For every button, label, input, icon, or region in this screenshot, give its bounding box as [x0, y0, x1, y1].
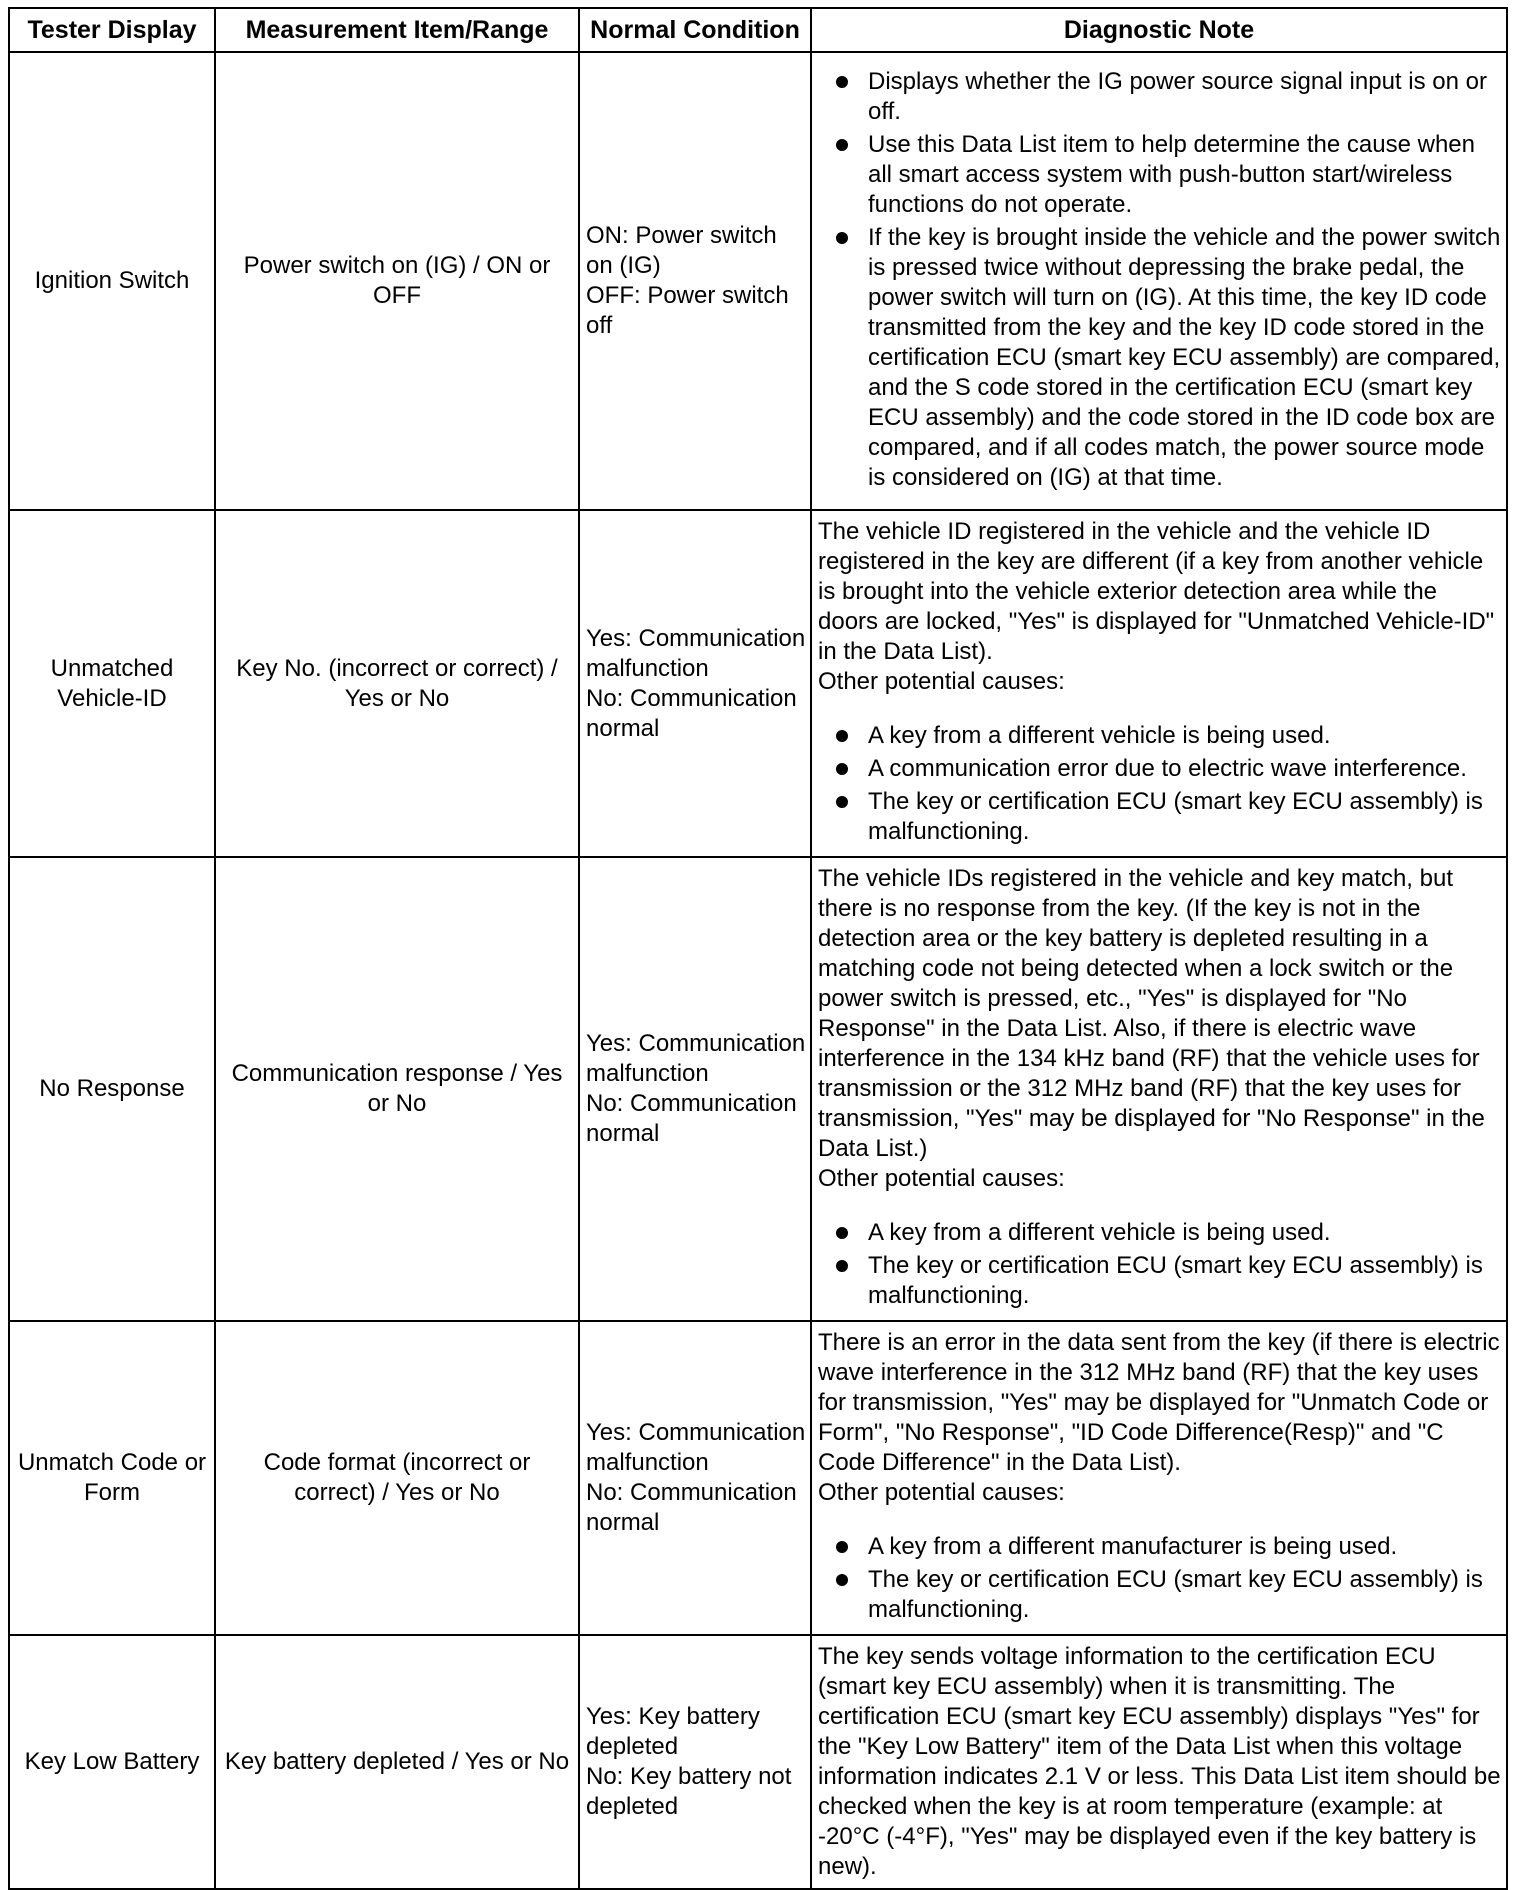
note-paragraph: The vehicle IDs registered in the vehicle and key match, but there is no response from the key. (If the key is not in the detection area or the key battery is depleted resulting in a matching code not being detected when a lock switch or the power switch is pressed, etc., "Yes" is displayed for "No Response" in the Data List. Also, if there is electric wave interference in the 134 kHz band (RF) that the vehicle uses for transmission or the 312 MHz band (RF) that the key uses for transmission, "Yes" may be displayed for "No Response" in the Data List.) [818, 865, 1485, 1162]
list-item [836, 223, 1502, 493]
list-item [836, 787, 1502, 847]
measurement-cell: Communication response / Yes or No [215, 857, 579, 1321]
list-item [836, 130, 1502, 220]
diagnostic-note-cell [811, 1635, 1507, 1889]
bullet-icon [836, 76, 848, 88]
normal-condition-line: Yes: Communication malfunction [586, 1030, 806, 1087]
normal-condition-cell [579, 1635, 811, 1889]
bullet-icon [836, 1227, 848, 1239]
normal-condition-line: No: Key battery not depleted [586, 1763, 792, 1820]
list-item [836, 67, 1502, 127]
list-item [836, 754, 1502, 784]
table-row [9, 857, 1507, 1321]
measurement-cell: Key battery depleted / Yes or No [215, 1635, 579, 1889]
list-item [836, 1218, 1502, 1248]
normal-condition-line: No: Communication normal [586, 1479, 797, 1536]
note-other-causes: Other potential causes: [818, 1165, 1065, 1192]
table-header [9, 8, 1507, 52]
normal-condition-cell [579, 1321, 811, 1635]
list-item [836, 1532, 1502, 1562]
note-bullet-list [818, 721, 1502, 847]
list-item [836, 1251, 1502, 1311]
bullet-text: Displays whether the IG power source signal input is on or off. [868, 67, 1487, 125]
normal-condition-line: No: Communication normal [586, 1090, 797, 1147]
table-row [9, 52, 1507, 510]
list-item [836, 721, 1502, 751]
bullet-text: A key from a different manufacturer is being used. [868, 1533, 1398, 1560]
tester-display-cell: Unmatched Vehicle-ID [9, 510, 215, 857]
note-paragraph: The key sends voltage information to the certification ECU (smart key ECU assembly) when it is transmitting. The certification ECU (smart key ECU assembly) displays "Yes" for the "Key Low Battery" item of the Data List when this voltage information indicates 2.1 V or less. This Data List item should be checked when the key is at room temperature (example: at -20°C (-4°F), "Yes" may be displayed even if the key battery is new). [818, 1643, 1501, 1880]
data-list-table [8, 7, 1508, 1890]
table-row [9, 1321, 1507, 1635]
note-bullet-list [818, 1532, 1502, 1625]
normal-condition-line: Yes: Communication malfunction [586, 1419, 806, 1476]
list-item [836, 1565, 1502, 1625]
bullet-text: A communication error due to electric wave interference. [868, 755, 1467, 782]
normal-condition-line: Yes: Communication malfunction [586, 624, 806, 682]
bullet-icon [836, 1574, 848, 1586]
header-normal-condition: Normal Condition [579, 8, 811, 52]
bullet-icon [836, 232, 848, 244]
note-bullet-list [818, 67, 1502, 493]
spacer [818, 1194, 1502, 1218]
measurement-cell: Power switch on (IG) / ON or OFF [215, 52, 579, 510]
measurement-cell: Code format (incorrect or correct) / Yes or No [215, 1321, 579, 1635]
bullet-text: A key from a different vehicle is being used. [868, 722, 1331, 749]
bullet-text: A key from a different vehicle is being used. [868, 1219, 1331, 1246]
bullet-text: If the key is brought inside the vehicle and the power switch is pressed twice without depressing the brake pedal, the power switch will turn on (IG). At this time, the key ID code transmitted from the key and the key ID code stored in the certification ECU (smart key ECU assembly) are compared, and the S code stored in the certification ECU (smart key ECU assembly) and the code stored in the ID code box are compared, and if all codes match, the power source mode is considered on (IG) at that time. [868, 223, 1501, 491]
diagnostic-note-cell [811, 52, 1507, 510]
note-bullet-list [818, 1218, 1502, 1311]
header-tester-display: Tester Display [9, 8, 215, 52]
header-measurement-item: Measurement Item/Range [215, 8, 579, 52]
bullet-icon [836, 139, 848, 151]
note-paragraph: There is an error in the data sent from the key (if there is electric wave interference in the 312 MHz band (RF) that the key uses for transmission, "Yes" may be displayed for "Unmatch Code or Form", "No Response", "ID Code Difference(Resp)" and "C Code Difference" in the Data List). [818, 1329, 1500, 1476]
normal-condition-line: ON: Power switch on (IG) [586, 222, 777, 279]
spacer [818, 1508, 1502, 1532]
bullet-icon [836, 1541, 848, 1553]
spacer [818, 697, 1502, 721]
bullet-text: The key or certification ECU (smart key ECU assembly) is malfunctioning. [868, 788, 1483, 845]
note-other-causes: Other potential causes: [818, 668, 1065, 695]
normal-condition-line: No: Communication normal [586, 684, 797, 742]
bullet-text: Use this Data List item to help determine the cause when all smart access system with push-button start/wireless functions do not operate. [868, 130, 1475, 218]
normal-condition-line: Yes: Key battery depleted [586, 1703, 760, 1760]
header-row [9, 8, 1507, 52]
diagnostic-note-cell [811, 1321, 1507, 1635]
measurement-cell: Key No. (incorrect or correct) / Yes or No [215, 510, 579, 857]
normal-condition-cell [579, 52, 811, 510]
table-row [9, 510, 1507, 857]
tester-display-cell: Unmatch Code or Form [9, 1321, 215, 1635]
note-paragraph: The vehicle ID registered in the vehicle and the vehicle ID registered in the key are different (if a key from another vehicle is brought into the vehicle exterior detection area while the doors are locked, "Yes" is displayed for "Unmatched Vehicle-ID" in the Data List). [818, 518, 1495, 665]
note-other-causes: Other potential causes: [818, 1479, 1065, 1506]
bullet-icon [836, 730, 848, 742]
diagnostic-note-cell [811, 857, 1507, 1321]
table-body [9, 52, 1507, 1889]
bullet-icon [836, 763, 848, 775]
header-diagnostic-note: Diagnostic Note [811, 8, 1507, 52]
bullet-icon [836, 796, 848, 808]
bullet-text: The key or certification ECU (smart key ECU assembly) is malfunctioning. [868, 1566, 1483, 1623]
bullet-icon [836, 1260, 848, 1272]
normal-condition-cell [579, 857, 811, 1321]
normal-condition-cell [579, 510, 811, 857]
bullet-text: The key or certification ECU (smart key ECU assembly) is malfunctioning. [868, 1252, 1483, 1309]
tester-display-cell: No Response [9, 857, 215, 1321]
tester-display-cell: Ignition Switch [9, 52, 215, 510]
diagnostic-note-cell [811, 510, 1507, 857]
table-row [9, 1635, 1507, 1889]
normal-condition-line: OFF: Power switch off [586, 282, 789, 339]
tester-display-cell: Key Low Battery [9, 1635, 215, 1889]
